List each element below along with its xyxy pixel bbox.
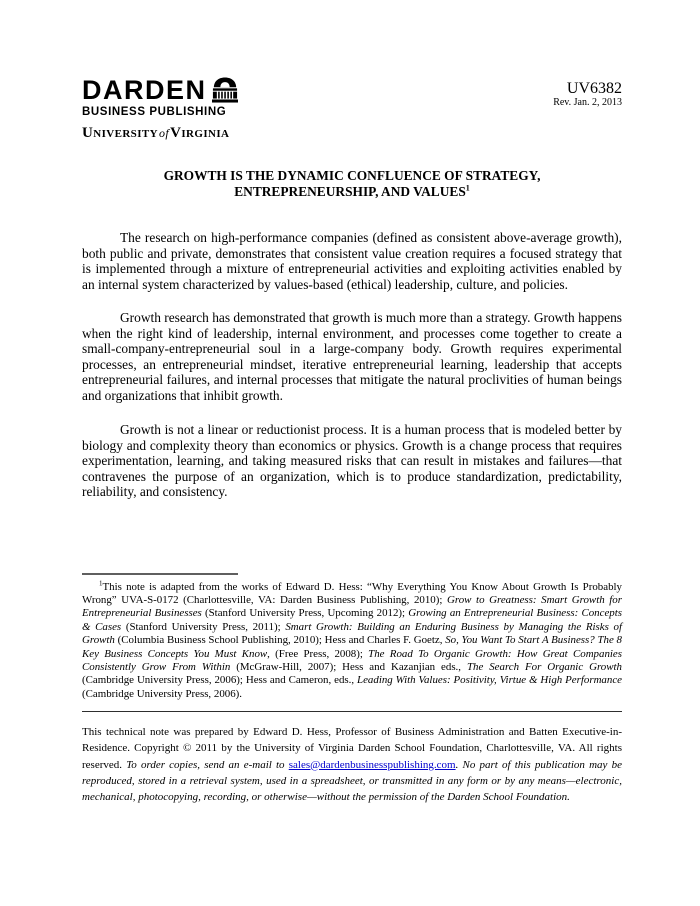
text-segment: So, You Want To Start A Business? The 8 Key Business Concepts You Must Know (82, 634, 622, 660)
footnote-separator-rule (82, 573, 238, 575)
darden-wordmark: DARDEN (82, 75, 207, 105)
document-title (82, 168, 622, 199)
text-segment: Growing an Entrepreneurial Business: Concepts & Cases (82, 607, 622, 633)
copyright-notice (82, 724, 622, 805)
text-segment: (Cambridge University Press, 2006); Hess and Cameron, eds., (82, 674, 358, 687)
text-segment: (Stanford University Press, Upcoming 2012); (201, 607, 409, 620)
body-paragraph-3: Growth is not a linear or reductionist process. It is a human process that is modeled better by biology and complexity theory than economics or physics. Growth is a change process that requires experimentation, learning, and taking measured risks that can result in mistakes and failures—that contravenes the purpose of an organization, which is to produce standardization, predictability, reliability, and consistency. (82, 422, 622, 499)
title-footnote-marker: 1 (465, 183, 470, 193)
body-paragraph-1: The research on high-performance companies (defined as consistent above-average growth), both public and private, demonstrates that consistent value creation requires a focused strategy that is implemented through a mixture of entrepreneurial activities and exploiting activities enabled by an internal system characterized by values-based (ethical) leadership, culture, and policies. (82, 230, 622, 292)
university-of: of (158, 126, 170, 140)
text-segment: The Road To Organic Growth: How Great Companies Consistently Grow From Within (82, 647, 622, 673)
revision-date: Rev. Jan. 2, 2013 (553, 97, 622, 108)
publisher-logo (82, 75, 239, 142)
university-word: University (82, 125, 158, 141)
document-number: UV6382 (566, 80, 622, 97)
text-segment: (Columbia Business School Publishing, 2010); Hess and Charles F. Goetz, (114, 634, 446, 647)
bottom-separator-rule (82, 711, 622, 712)
footnote-body (82, 578, 622, 700)
text-segment: (McGraw-Hill, 2007); Hess and Kazanjian eds., (230, 660, 467, 673)
text-segment: , (Free Press, 2008); (267, 647, 369, 660)
rotunda-icon (211, 77, 239, 103)
university-wordmark (82, 125, 239, 142)
business-publishing-label: BUSINESS PUBLISHING (82, 106, 227, 118)
text-segment: To order copies, send an e-mail to (126, 758, 289, 771)
logo-wordmark-row (82, 75, 239, 105)
text-segment: The Search For Organic Growth (466, 660, 622, 673)
text-segment: Leading With Values: Positivity, Virtue & High Performance (357, 674, 622, 687)
text-segment: This note is adapted from the works of Edward D. Hess: “Why Everything You Know About Growth Is Probably Wrong” UVA-S-0172 (Charlottesville, VA: Darden Business Publishing, 2010); (82, 580, 622, 606)
virginia-word: Virginia (170, 125, 230, 141)
email-link[interactable]: sales@dardenbusinesspublishing.com (288, 758, 456, 771)
text-segment: (Cambridge University Press, 2006). (82, 687, 243, 700)
page-header (82, 75, 622, 141)
footnote-text (82, 578, 622, 702)
title-line-1: GROWTH IS THE DYNAMIC CONFLUENCE OF STRATEGY, (163, 168, 541, 183)
footnote-marker: 1 (99, 578, 103, 587)
document-id-block (553, 78, 622, 109)
text-segment: Smart Growth: Building an Enduring Business by Managing the Risks of Growth (82, 620, 622, 647)
text-segment: Grow to Greatness: Smart Growth for Entrepreneurial Businesses (82, 593, 622, 620)
text-segment: This technical note was prepared by Edward D. Hess, Professor of Business Administration and Batten Executive-in-Residence. Copyright © 2011 by the University of Virginia Darden School Foundation, Charlottesville, VA. All rights reserved. (82, 726, 622, 771)
body-paragraph-2: Growth research has demonstrated that growth is much more than a strategy. Growth happens when the right kind of leadership, internal environment, and processes come together to create a small-company-entrepreneurial soul in a large-company body. Growth requires experimental processes, an entrepreneurial mindset, iterative entrepreneurial learning, leadership that accepts entrepreneurial failures, and internal processes that mitigate the natural proclivities of human beings and organizations that inhibit growth. (82, 310, 622, 403)
text-segment: (Stanford University Press, 2011); (121, 620, 286, 633)
text-segment: . No part of this publication may be reproduced, stored in a retrieval system, used in a spreadsheet, or transmitted in any form or by any means—electronic, mechanical, photocopying, recording, or otherwise—without the permission of the Darden School Foundation. (82, 758, 622, 803)
title-line-2: ENTREPRENEURSHIP, AND VALUES (234, 183, 466, 199)
